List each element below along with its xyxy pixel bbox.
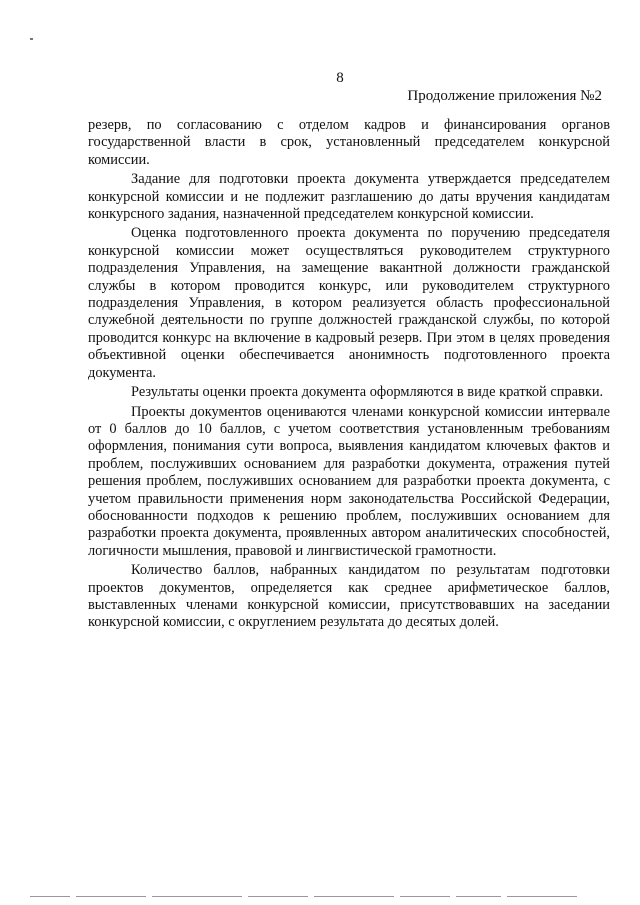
paragraph-continuation: резерв, по согласованию с отделом кадров и финансирования органов государственной власти в срок, установленный председателем конкурсной комиссии.	[88, 117, 610, 168]
paragraph-results: Результаты оценки проекта документа оформляются в виде краткой справки.	[131, 384, 604, 401]
page-number: 8	[336, 70, 344, 86]
paragraph-score-count: Количество баллов, набранных кандидатом по результатам подготовки проектов документов, определяется как среднее арифметическое баллов, выставленных членами конкурсной комиссии, присутствовавших на заседании конкурсной комиссии, с округлением результата до десятых долей.	[88, 562, 610, 631]
scan-speck	[30, 38, 33, 40]
paragraph-evaluation: Оценка подготовленного проекта документа по поручению председателя конкурсной комиссии может осуществляться руководителем структурного подразделения Управления, на замещение вакантной должности гражданской службы в котором проводится конкурс, или руководителем структурного подразделения Управления, в котором реализуется область профессиональной служебной деятельности по группе должностей гражданской службы, по которой проводится конкурс на включение в кадровый резерв. При этом в целях проведения объективной оценки обеспечивается анонимность подготовленного проекта документа.	[88, 225, 610, 381]
paragraph-scoring: Проекты документов оцениваются членами конкурсной комиссии интервале от 0 баллов до 10 баллов, с учетом соответствия установленным требованиям оформления, понимания сути вопроса, выявления кандидатом ключевых фактов и проблем, послуживших основанием для разработки документа, отражения путей решения проблем, послуживших основанием для разработки проекта документа, с учетом правильности применения норм законодательства Российской Федерации, обоснованности подходов к решению проблем, послуживших основанием для разработки проекта документа, проявленных автором аналитических способностей, логичности мышления, правовой и лингвистической грамотности.	[88, 403, 610, 559]
paragraph-task-approval: Задание для подготовки проекта документа утверждается председателем конкурсной комиссии и не подлежит разглашению до даты вручения кандидатам конкурсного задания, назначенной председателем конкурсной комиссии.	[88, 171, 610, 223]
document-body	[88, 117, 610, 632]
appendix-continuation-note: Продолжение приложения №2	[407, 88, 602, 104]
scan-footer-artifact	[30, 895, 620, 899]
